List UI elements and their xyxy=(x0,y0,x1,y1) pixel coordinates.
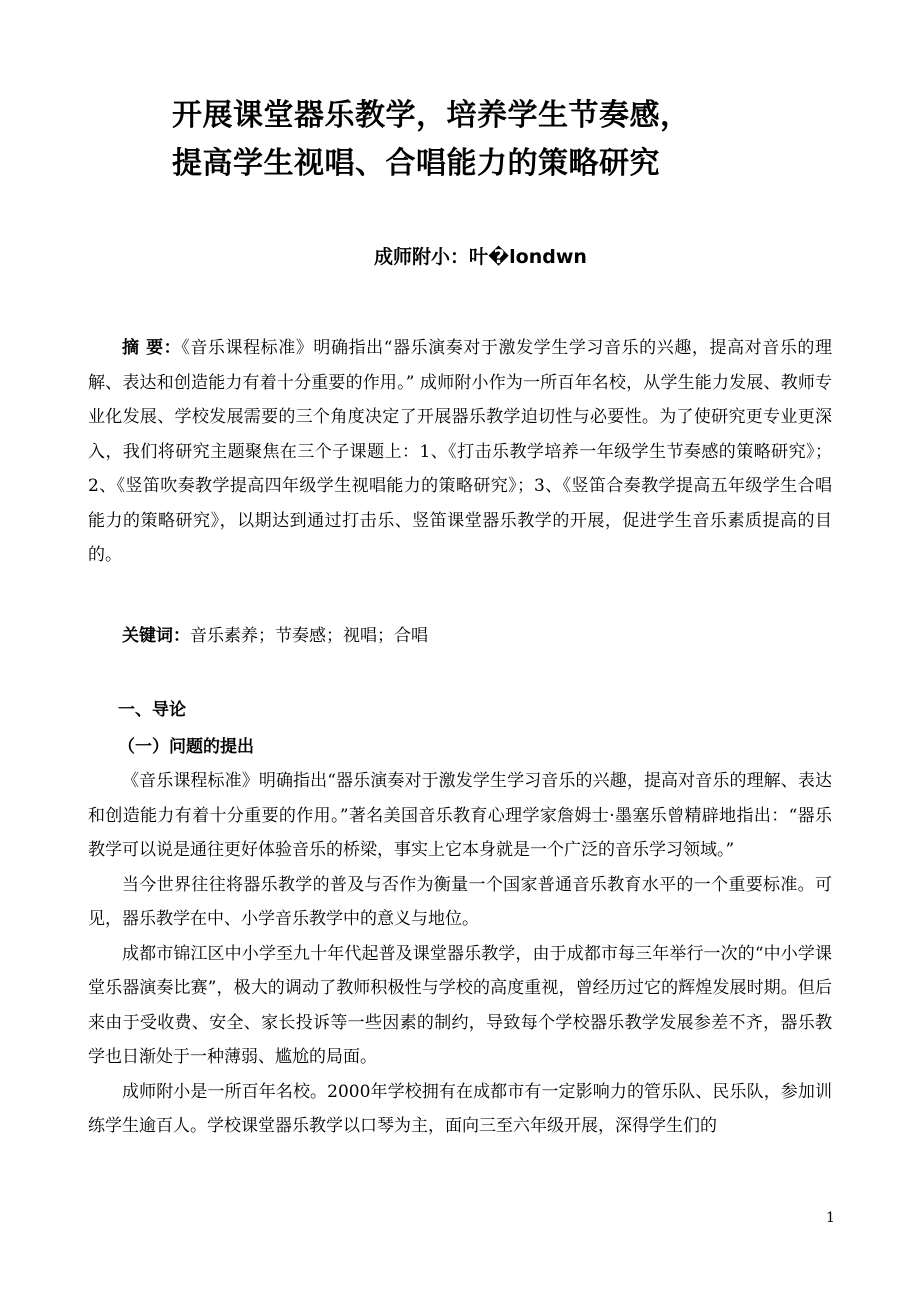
title-line-2: 提高学生视唱、合唱能力的策略研究 xyxy=(172,146,660,181)
keywords xyxy=(122,619,428,654)
document-title xyxy=(172,92,872,188)
abstract-label: 摘 要： xyxy=(122,338,182,358)
keywords-label: 关键词： xyxy=(122,626,190,646)
abstract xyxy=(88,331,832,573)
paragraph: 成都市锦江区中小学至九十年代起普及课堂器乐教学，由于成都市每三年举行一次的“中小学课堂乐器演奏比赛”，极大的调动了教师积极性与学校的高度重视，曾经历过它的辉煌发展时期。但后来由于受收费、安全、家长投诉等一些因素的制约，导致每个学校器乐教学发展参差不齐，器乐教学也日渐处于一种薄弱、尴尬的局面。 xyxy=(88,943,832,1067)
subsection-heading: （一）问题的提出 xyxy=(118,737,254,757)
section-heading: 一、导论 xyxy=(118,700,186,720)
paragraph: 成师附小是一所百年名校。2000年学校拥有在成都市有一定影响力的管乐队、民乐队，参加训练学生逾百人。学校课堂器乐教学以口琴为主，面向三至六年级开展，深得学生们的 xyxy=(88,1081,832,1136)
keywords-text: 音乐素养；节奏感；视唱；合唱 xyxy=(190,626,428,646)
paragraph: 《音乐课程标准》明确指出“器乐演奏对于激发学生学习音乐的兴趣，提高对音乐的理解、表达和创造能力有着十分重要的作用。”著名美国音乐教育心理学家詹姆士·墨塞乐曾精辟地指出：“器乐教学可以说是通往更好体验音乐的桥梁，事实上它本身就是一个广泛的音乐学习领域。” xyxy=(88,771,832,860)
body-paragraphs xyxy=(88,764,832,1144)
authors-line: 成师附小：叶�londwn xyxy=(374,246,587,268)
page-number: 1 xyxy=(826,1210,835,1226)
title-line-1: 开展课堂器乐教学，培养学生节奏感， xyxy=(172,98,691,133)
abstract-text: 《音乐课程标准》明确指出“器乐演奏对于激发学生学习音乐的兴趣，提高对音乐的理解、表达和创造能力有着十分重要的作用。” 成师附小作为一所百年名校，从学生能力发展、教师专业化发展、学校发展需要的三个角度决定了开展器乐教学迫切性与必要性。为了使研究更专业更深入，我们将研究主题聚焦在三个子课题上：1、《打击乐教学培养一年级学生节奏感的策略研究》；2、《竖笛吹奏教学提高四年级学生视唱能力的策略研究》；3、《竖笛合奏教学提高五年级学生合唱能力的策略研究》，以期达到通过打击乐、竖笛课堂器乐教学的开展，促进学生音乐素质提高的目的。 xyxy=(88,338,832,565)
paragraph: 当今世界往往将器乐教学的普及与否作为衡量一个国家普通音乐教育水平的一个重要标准。可见，器乐教学在中、小学音乐教学中的意义与地位。 xyxy=(88,874,832,929)
